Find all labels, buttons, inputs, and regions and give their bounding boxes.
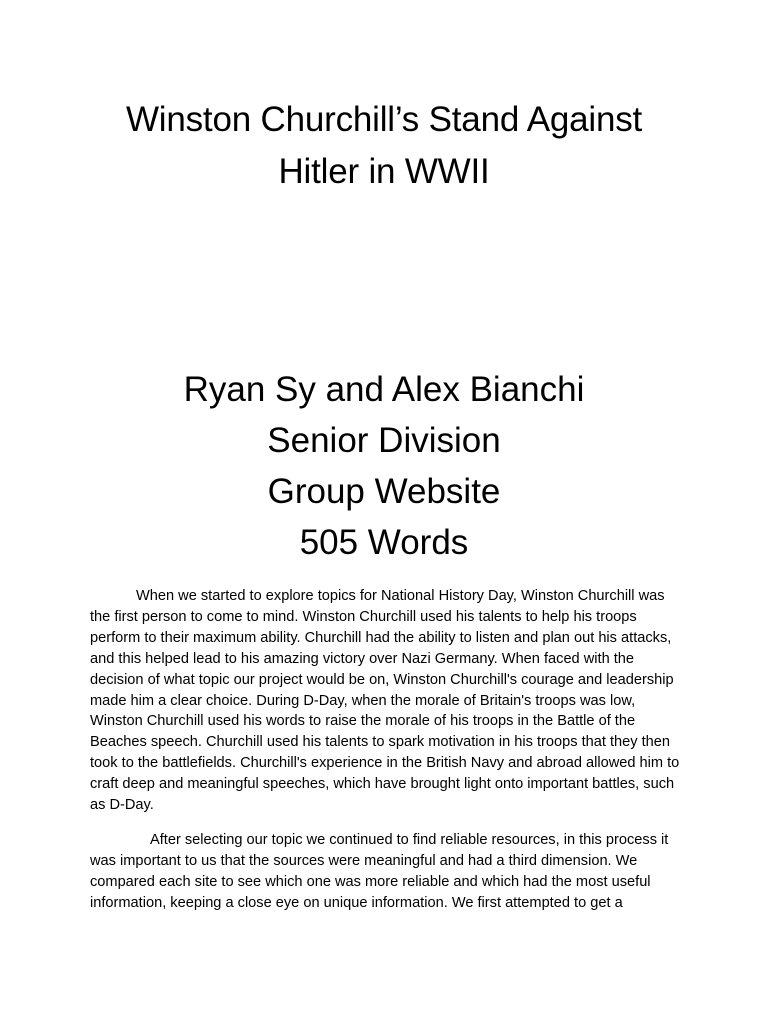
category: Group Website xyxy=(267,472,501,511)
title-line-2: Hitler in WWII xyxy=(278,152,490,191)
title-block xyxy=(40,364,728,568)
body-paragraph-2: After selecting our topic we continued to find reliable resources, in this process it was important to us that the sources were meaningful and had a third dimension. We compared each site to see which one was more reliable and which had the most useful information, keeping a close eye on unique information. We first attempted to get a xyxy=(90,832,669,911)
document-title xyxy=(40,94,728,198)
division: Senior Division xyxy=(267,421,501,460)
body-paragraph-1: When we started to explore topics for National History Day, Winston Churchill was the first person to come to mind. Winston Churchill used his talents to help his troops perform to their maximum ability. Churchill had the ability to listen and plan out his attacks, and this helped lead to his amazing victory over Nazi Germany. When faced with the decision of what topic our project would be on, Winston Churchill's courage and leadership made him a clear choice. During D-Day, when the morale of Britain's troops was low, Winston Churchill used his words to raise the morale of his troops in the Battle of the Beaches speech. Churchill used his talents to spark motivation in his troops that they then took to the battlefields. Churchill's experience in the British Navy and abroad allowed him to craft deep and meaningful speeches, which have brought light onto important battles, such as D-Day. xyxy=(90,588,680,814)
authors: Ryan Sy and Alex Bianchi xyxy=(183,370,585,409)
word-count: 505 Words xyxy=(299,523,469,562)
title-line-1: Winston Churchill’s Stand Against xyxy=(125,100,643,139)
